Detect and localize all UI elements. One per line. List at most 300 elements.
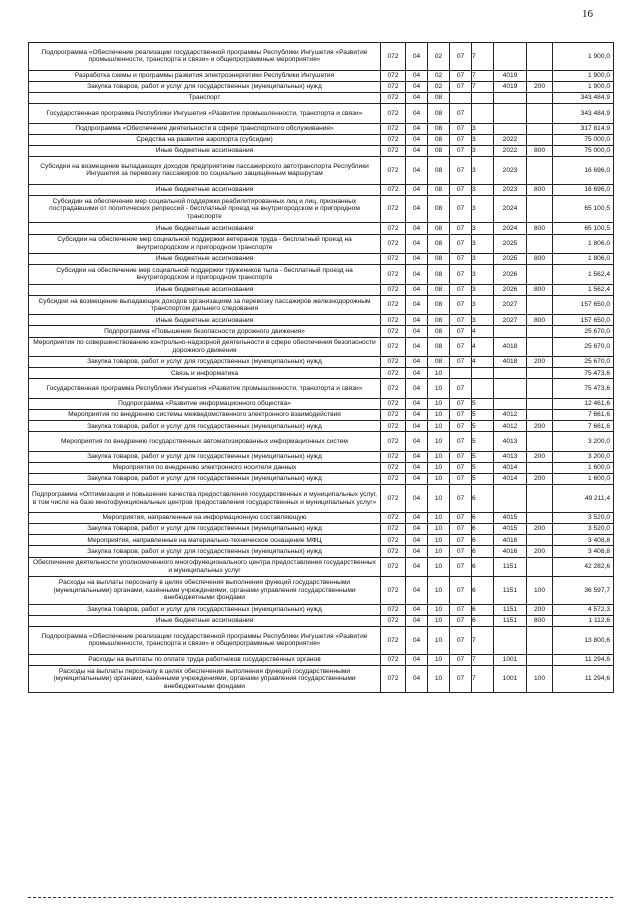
code-article: 2026 xyxy=(494,284,527,295)
code-expense-type xyxy=(527,337,553,356)
row-sum: 75 473,6 xyxy=(553,379,614,398)
code-expense-type xyxy=(527,432,553,451)
code-program: 07 xyxy=(450,451,472,462)
row-sum: 7 661,6 xyxy=(553,421,614,432)
code-subprogram: 7 xyxy=(472,81,494,92)
code-article: 4015 xyxy=(494,512,527,523)
code-program xyxy=(450,368,472,379)
code-ministry: 072 xyxy=(381,92,406,103)
row-name: Закупка товаров, работ и услуг для государственных (муниципальных) нужд xyxy=(29,546,381,557)
row-name: Подпрограмма «Обеспечение реализации государственной программы Республики Ингушетия «Развитие промышленности, транспорта и связи» и общепрограммные мероприятия» xyxy=(29,626,381,654)
code-section: 04 xyxy=(406,81,428,92)
row-sum: 11 294,6 xyxy=(553,665,614,693)
code-article: 2022 xyxy=(494,134,527,145)
table-row xyxy=(29,379,614,398)
row-sum: 12 461,6 xyxy=(553,398,614,409)
table-row xyxy=(29,512,614,523)
code-subprogram: 5 xyxy=(472,421,494,432)
table-row xyxy=(29,604,614,615)
row-sum: 3 200,0 xyxy=(553,451,614,462)
row-sum: 7 661,6 xyxy=(553,409,614,420)
row-name: Закупка товаров, работ и услуг для государственных (муниципальных) нужд xyxy=(29,356,381,367)
code-subsection: 10 xyxy=(428,421,450,432)
code-subprogram: 6 xyxy=(472,485,494,513)
code-section: 04 xyxy=(406,184,428,195)
code-subprogram: 3 xyxy=(472,284,494,295)
code-article: 4014 xyxy=(494,474,527,485)
row-name: Иные бюджетные ассигнования xyxy=(29,184,381,195)
code-subsection: 10 xyxy=(428,379,450,398)
code-subprogram: 6 xyxy=(472,557,494,576)
code-expense-type: 100 xyxy=(527,665,553,693)
code-program: 07 xyxy=(450,379,472,398)
code-expense-type xyxy=(527,92,553,103)
code-expense-type xyxy=(527,134,553,145)
row-name: Подпрограмма «Обеспечение реализации государственной программы Республики Ингушетия «Развитие промышленности, транспорта и связи» и общепрограммные мероприятия» xyxy=(29,43,381,71)
code-program: 07 xyxy=(450,104,472,123)
row-name: Расходы на выплаты персоналу в целях обеспечения выполнения функций государственными (муниципальными) органами, казёнными учреждениями, органами управления государственными внебюджетными фондами xyxy=(29,577,381,605)
code-expense-type xyxy=(527,462,553,473)
code-expense-type xyxy=(527,70,553,81)
code-article: 1001 xyxy=(494,654,527,665)
code-program: 07 xyxy=(450,70,472,81)
code-ministry: 072 xyxy=(381,451,406,462)
code-ministry: 072 xyxy=(381,254,406,265)
code-ministry: 072 xyxy=(381,234,406,253)
code-subsection: 10 xyxy=(428,615,450,626)
code-ministry: 072 xyxy=(381,379,406,398)
code-subsection: 08 xyxy=(428,134,450,145)
row-name: Подпрограмма «Развитие информационного общества» xyxy=(29,398,381,409)
code-expense-type xyxy=(527,104,553,123)
row-sum: 3 408,8 xyxy=(553,535,614,546)
code-section: 04 xyxy=(406,626,428,654)
code-section: 04 xyxy=(406,409,428,420)
code-program: 07 xyxy=(450,81,472,92)
code-ministry: 072 xyxy=(381,577,406,605)
code-ministry: 072 xyxy=(381,546,406,557)
table-row xyxy=(29,284,614,295)
row-name: Мероприятия по внедрению государственных автоматизированных информационных систем xyxy=(29,432,381,451)
row-name: Иные бюджетные ассигнования xyxy=(29,315,381,326)
code-subprogram xyxy=(472,368,494,379)
code-section: 04 xyxy=(406,368,428,379)
code-subprogram: 3 xyxy=(472,223,494,234)
code-subprogram: 6 xyxy=(472,535,494,546)
code-article: 4019 xyxy=(494,81,527,92)
row-name: Иные бюджетные ассигнования xyxy=(29,223,381,234)
table-row xyxy=(29,546,614,557)
code-subsection: 10 xyxy=(428,546,450,557)
code-section: 04 xyxy=(406,70,428,81)
page-number: 16 xyxy=(582,8,593,20)
code-article xyxy=(494,43,527,71)
table-row xyxy=(29,474,614,485)
code-ministry: 072 xyxy=(381,557,406,576)
row-name: Подпрограмма «Повышение безопасности дорожного движения» xyxy=(29,326,381,337)
row-sum: 3 520,0 xyxy=(553,524,614,535)
code-expense-type xyxy=(527,654,553,665)
code-program: 07 xyxy=(450,195,472,223)
code-ministry: 072 xyxy=(381,535,406,546)
row-name: Закупка товаров, работ и услуг для государственных (муниципальных) нужд xyxy=(29,81,381,92)
code-ministry: 072 xyxy=(381,265,406,284)
code-article: 4019 xyxy=(494,70,527,81)
code-subprogram: 6 xyxy=(472,577,494,605)
row-name: Субсидии на обеспечение мер социальной поддержки реабилитированных лиц и лиц, признанных пострадавшими от политических репрессий - бесплатный проезд на внутригородском и пригородном транспорте xyxy=(29,195,381,223)
code-ministry: 072 xyxy=(381,409,406,420)
code-subsection: 08 xyxy=(428,223,450,234)
code-subprogram xyxy=(472,104,494,123)
code-ministry: 072 xyxy=(381,81,406,92)
code-subprogram: 5 xyxy=(472,451,494,462)
row-sum: 1 112,6 xyxy=(553,615,614,626)
code-program: 07 xyxy=(450,626,472,654)
code-expense-type: 200 xyxy=(527,356,553,367)
row-sum: 11 294,6 xyxy=(553,654,614,665)
code-expense-type: 100 xyxy=(527,577,553,605)
code-subsection: 02 xyxy=(428,70,450,81)
row-name: Закупка товаров, работ и услуг для государственных (муниципальных) нужд xyxy=(29,451,381,462)
code-subprogram xyxy=(472,92,494,103)
code-program: 07 xyxy=(450,512,472,523)
row-sum: 49 211,4 xyxy=(553,485,614,513)
code-ministry: 072 xyxy=(381,665,406,693)
code-section: 04 xyxy=(406,524,428,535)
code-subprogram: 5 xyxy=(472,432,494,451)
row-name: Подпрограмма «Оптимизация и повышение качества предоставления государственных и муниципальных услуг, в том числе на базе многофункциональных центров предоставления государственных и муниципальных услуг» xyxy=(29,485,381,513)
row-name: Средства на развитие аэропорта (субсидии) xyxy=(29,134,381,145)
code-expense-type xyxy=(527,379,553,398)
code-article: 2023 xyxy=(494,184,527,195)
table-row xyxy=(29,557,614,576)
code-program xyxy=(450,92,472,103)
code-subsection: 10 xyxy=(428,409,450,420)
code-program: 07 xyxy=(450,577,472,605)
code-subsection: 10 xyxy=(428,474,450,485)
code-subsection: 08 xyxy=(428,195,450,223)
row-sum: 4 572,3 xyxy=(553,604,614,615)
code-ministry: 072 xyxy=(381,326,406,337)
code-ministry: 072 xyxy=(381,145,406,156)
row-sum: 75 000,0 xyxy=(553,134,614,145)
code-section: 04 xyxy=(406,462,428,473)
table-row xyxy=(29,337,614,356)
code-ministry: 072 xyxy=(381,615,406,626)
table-row xyxy=(29,421,614,432)
code-subprogram: 3 xyxy=(472,295,494,314)
code-ministry: 072 xyxy=(381,474,406,485)
row-sum: 343 484,9 xyxy=(553,104,614,123)
table-row xyxy=(29,315,614,326)
code-ministry: 072 xyxy=(381,123,406,134)
code-section: 04 xyxy=(406,654,428,665)
code-section: 04 xyxy=(406,254,428,265)
code-expense-type: 800 xyxy=(527,615,553,626)
code-subprogram: 3 xyxy=(472,134,494,145)
code-article: 4016 xyxy=(494,535,527,546)
code-subprogram: 6 xyxy=(472,546,494,557)
table-row xyxy=(29,398,614,409)
code-ministry: 072 xyxy=(381,524,406,535)
code-subsection: 10 xyxy=(428,535,450,546)
table-row xyxy=(29,92,614,103)
code-program: 07 xyxy=(450,254,472,265)
code-subsection: 10 xyxy=(428,557,450,576)
row-name: Государственная программа Республики Ингушетия «Развитие промышленности, транспорта и связи» xyxy=(29,104,381,123)
row-sum: 1 806,0 xyxy=(553,234,614,253)
code-article: 2025 xyxy=(494,254,527,265)
code-program: 07 xyxy=(450,524,472,535)
code-article: 2024 xyxy=(494,195,527,223)
table-row xyxy=(29,409,614,420)
code-subsection: 08 xyxy=(428,104,450,123)
code-section: 04 xyxy=(406,432,428,451)
code-subsection: 08 xyxy=(428,356,450,367)
code-expense-type xyxy=(527,123,553,134)
row-sum: 75 473,6 xyxy=(553,368,614,379)
row-name: Мероприятия по совершенствованию контрольно-надзорной деятельности в сфере обеспечения безопасности дорожного движения xyxy=(29,337,381,356)
code-section: 04 xyxy=(406,223,428,234)
row-name: Закупка товаров, работ и услуг для государственных (муниципальных) нужд xyxy=(29,524,381,535)
code-subprogram xyxy=(472,379,494,398)
code-subsection: 10 xyxy=(428,626,450,654)
code-section: 04 xyxy=(406,546,428,557)
code-expense-type xyxy=(527,557,553,576)
row-sum: 16 696,0 xyxy=(553,157,614,185)
budget-table xyxy=(28,42,614,693)
code-article xyxy=(494,104,527,123)
row-sum: 25 670,0 xyxy=(553,326,614,337)
code-subsection: 10 xyxy=(428,665,450,693)
code-expense-type: 800 xyxy=(527,254,553,265)
row-sum: 13 800,6 xyxy=(553,626,614,654)
code-subsection: 10 xyxy=(428,485,450,513)
row-name: Расходы на выплаты по оплате труда работников государственных органов xyxy=(29,654,381,665)
code-program: 07 xyxy=(450,654,472,665)
code-article xyxy=(494,326,527,337)
row-name: Иные бюджетные ассигнования xyxy=(29,254,381,265)
code-program: 07 xyxy=(450,123,472,134)
code-section: 04 xyxy=(406,379,428,398)
row-name: Связь и информатика xyxy=(29,368,381,379)
row-sum: 1 562,4 xyxy=(553,265,614,284)
code-article: 2025 xyxy=(494,234,527,253)
row-sum: 16 696,0 xyxy=(553,184,614,195)
table-row xyxy=(29,81,614,92)
table-row xyxy=(29,145,614,156)
code-subprogram: 7 xyxy=(472,665,494,693)
code-subsection: 10 xyxy=(428,577,450,605)
row-sum: 65 100,5 xyxy=(553,223,614,234)
code-section: 04 xyxy=(406,356,428,367)
code-program: 07 xyxy=(450,421,472,432)
code-expense-type: 200 xyxy=(527,604,553,615)
row-name: Мероприятия, направленные на информационную составляющую xyxy=(29,512,381,523)
code-expense-type xyxy=(527,368,553,379)
code-expense-type xyxy=(527,512,553,523)
code-subsection: 08 xyxy=(428,234,450,253)
table-row xyxy=(29,254,614,265)
code-program: 07 xyxy=(450,184,472,195)
code-section: 04 xyxy=(406,157,428,185)
table-row xyxy=(29,432,614,451)
code-expense-type: 800 xyxy=(527,284,553,295)
code-article: 4012 xyxy=(494,409,527,420)
code-article xyxy=(494,123,527,134)
code-program: 07 xyxy=(450,356,472,367)
code-ministry: 072 xyxy=(381,284,406,295)
code-article: 4012 xyxy=(494,421,527,432)
table-row xyxy=(29,356,614,367)
row-name: Иные бюджетные ассигнования xyxy=(29,615,381,626)
code-ministry: 072 xyxy=(381,432,406,451)
code-program: 07 xyxy=(450,409,472,420)
code-program: 07 xyxy=(450,234,472,253)
code-program: 07 xyxy=(450,223,472,234)
code-section: 04 xyxy=(406,326,428,337)
table-row xyxy=(29,485,614,513)
code-subprogram: 6 xyxy=(472,604,494,615)
row-name: Транспорт xyxy=(29,92,381,103)
code-program: 07 xyxy=(450,665,472,693)
code-subsection: 02 xyxy=(428,81,450,92)
code-ministry: 072 xyxy=(381,157,406,185)
row-sum: 42 282,6 xyxy=(553,557,614,576)
code-subsection: 08 xyxy=(428,157,450,185)
code-subsection: 08 xyxy=(428,184,450,195)
code-subsection: 10 xyxy=(428,462,450,473)
code-expense-type: 200 xyxy=(527,421,553,432)
code-article xyxy=(494,368,527,379)
code-subsection: 08 xyxy=(428,295,450,314)
code-subprogram: 4 xyxy=(472,337,494,356)
code-subprogram: 3 xyxy=(472,254,494,265)
code-program: 07 xyxy=(450,43,472,71)
code-subprogram: 5 xyxy=(472,474,494,485)
row-sum: 3 520,0 xyxy=(553,512,614,523)
code-article xyxy=(494,398,527,409)
code-section: 04 xyxy=(406,337,428,356)
code-subsection: 08 xyxy=(428,337,450,356)
code-section: 04 xyxy=(406,104,428,123)
code-program: 07 xyxy=(450,462,472,473)
code-subprogram: 3 xyxy=(472,234,494,253)
row-name: Мероприятия, направленные на материально-техническое оснащение МФЦ xyxy=(29,535,381,546)
row-name: Обеспечение деятельности уполномоченного многофункционального центра предоставления государственных и муниципальных услуг xyxy=(29,557,381,576)
row-sum: 1 600,0 xyxy=(553,462,614,473)
code-section: 04 xyxy=(406,615,428,626)
code-ministry: 072 xyxy=(381,421,406,432)
code-program: 07 xyxy=(450,337,472,356)
code-subprogram: 6 xyxy=(472,512,494,523)
code-article: 2024 xyxy=(494,223,527,234)
code-ministry: 072 xyxy=(381,223,406,234)
code-subsection: 10 xyxy=(428,654,450,665)
row-name: Подпрограмма «Обеспечение деятельности в сфере транспортного обслуживания» xyxy=(29,123,381,134)
row-name: Субсидии на обеспечение мер социальной поддержки ветеранов труда - бесплатный проезд на внутригородском и пригородном транспорте xyxy=(29,234,381,253)
row-sum: 1 562,4 xyxy=(553,284,614,295)
code-ministry: 072 xyxy=(381,512,406,523)
code-section: 04 xyxy=(406,398,428,409)
row-sum: 25 670,0 xyxy=(553,356,614,367)
code-program: 07 xyxy=(450,295,472,314)
code-section: 04 xyxy=(406,92,428,103)
table-row xyxy=(29,195,614,223)
code-ministry: 072 xyxy=(381,654,406,665)
bottom-rule xyxy=(28,897,613,898)
row-sum: 75 000,0 xyxy=(553,145,614,156)
row-sum: 157 650,0 xyxy=(553,295,614,314)
code-section: 04 xyxy=(406,535,428,546)
code-section: 04 xyxy=(406,451,428,462)
code-ministry: 072 xyxy=(381,184,406,195)
code-expense-type xyxy=(527,43,553,71)
code-program: 07 xyxy=(450,326,472,337)
code-subprogram: 3 xyxy=(472,184,494,195)
code-article xyxy=(494,626,527,654)
code-expense-type xyxy=(527,157,553,185)
code-program: 07 xyxy=(450,265,472,284)
code-section: 04 xyxy=(406,512,428,523)
table-row xyxy=(29,104,614,123)
row-sum: 157 650,0 xyxy=(553,315,614,326)
code-expense-type xyxy=(527,409,553,420)
code-section: 04 xyxy=(406,265,428,284)
code-expense-type: 800 xyxy=(527,145,553,156)
code-subprogram: 6 xyxy=(472,524,494,535)
code-subprogram: 3 xyxy=(472,265,494,284)
code-subsection: 10 xyxy=(428,512,450,523)
code-subprogram: 5 xyxy=(472,398,494,409)
code-subprogram: 3 xyxy=(472,123,494,134)
code-program: 07 xyxy=(450,432,472,451)
table-row xyxy=(29,577,614,605)
code-subprogram: 3 xyxy=(472,195,494,223)
row-sum: 1 806,0 xyxy=(553,254,614,265)
code-program: 07 xyxy=(450,315,472,326)
table-row xyxy=(29,265,614,284)
code-ministry: 072 xyxy=(381,104,406,123)
code-section: 04 xyxy=(406,195,428,223)
code-ministry: 072 xyxy=(381,462,406,473)
code-subprogram: 3 xyxy=(472,145,494,156)
code-article: 4015 xyxy=(494,524,527,535)
table-row xyxy=(29,535,614,546)
table-row xyxy=(29,654,614,665)
code-article: 1151 xyxy=(494,604,527,615)
code-ministry: 072 xyxy=(381,70,406,81)
code-expense-type xyxy=(527,626,553,654)
code-subsection: 10 xyxy=(428,451,450,462)
code-subsection: 10 xyxy=(428,432,450,451)
code-program: 07 xyxy=(450,485,472,513)
table-row xyxy=(29,123,614,134)
table-row xyxy=(29,462,614,473)
code-article: 2023 xyxy=(494,157,527,185)
code-program: 07 xyxy=(450,145,472,156)
code-program: 07 xyxy=(450,604,472,615)
table-row xyxy=(29,665,614,693)
code-article: 4013 xyxy=(494,451,527,462)
code-section: 04 xyxy=(406,557,428,576)
code-program: 07 xyxy=(450,535,472,546)
code-section: 04 xyxy=(406,145,428,156)
table-row xyxy=(29,626,614,654)
code-article xyxy=(494,92,527,103)
code-subsection: 10 xyxy=(428,398,450,409)
code-subprogram: 6 xyxy=(472,615,494,626)
